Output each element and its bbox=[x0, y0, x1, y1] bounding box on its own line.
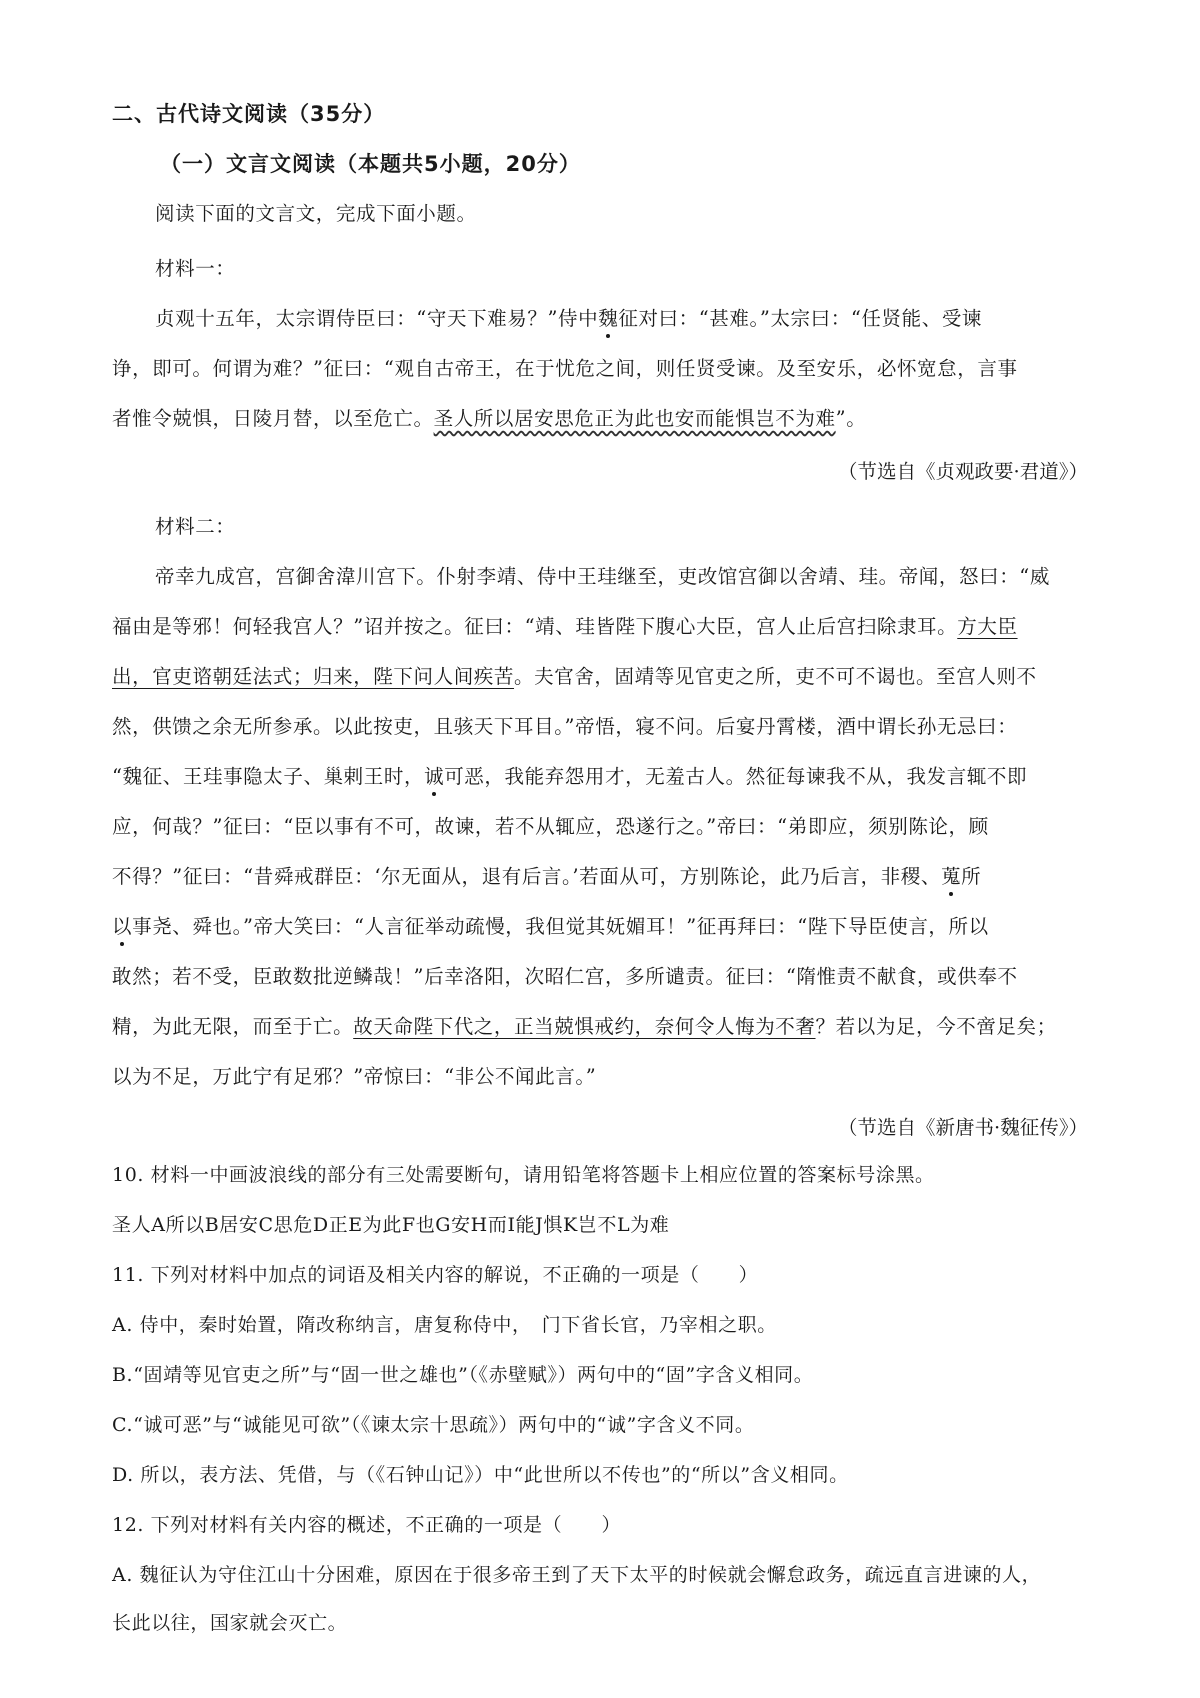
material2-line-8: 以事尧、舜也。”帝大笑曰：“人言征举动疏慢，我但觉其妩媚耳！”征再拜曰：“陛下导臣使言，所以 bbox=[112, 915, 989, 938]
question-12: 12. 下列对材料有关内容的概述，不正确的一项是（ ） bbox=[112, 1514, 622, 1536]
section-subtitle: （一）文言文阅读（本题共5小题，20分） bbox=[160, 152, 581, 176]
dotted-word: 以 bbox=[112, 915, 133, 938]
dotted-word: 蒐 bbox=[941, 865, 962, 888]
question-11-option-d: D. 所以，表方法、凭借，与（《石钟山记》）中“此世所以不传也”的“所以”含义相同。 bbox=[112, 1464, 849, 1486]
material2-line-4: 然，供馈之余无所参承。以此按吏，且骇天下耳目。”帝悟，寝不问。后宴丹霄楼，酒中谓长孙无忌曰： bbox=[112, 715, 1018, 738]
question-10-options: 圣人A所以B居安C思危D正E为此F也G安H而I能J惧K岂不L为难 bbox=[112, 1214, 670, 1236]
material1-line-3: 者惟令兢惧，日陵月替，以至危亡。圣人所以居安思危正为此也安而能惧岂不为难”。 bbox=[112, 407, 867, 430]
material1-source: （节选自《贞观政要·君道》） bbox=[838, 460, 1088, 483]
question-10: 10. 材料一中画波浪线的部分有三处需要断句，请用铅笔将答题卡上相应位置的答案标号涂黑。 bbox=[112, 1164, 935, 1186]
section-title: 二、古代诗文阅读（35分） bbox=[112, 102, 386, 126]
underlined-passage: 故天命陛下代之，正当兢惧戒约，奈何令人悔为不奢 bbox=[353, 1015, 816, 1038]
underlined-passage: 方大臣 bbox=[957, 615, 1018, 638]
dotted-word: 诚 bbox=[424, 765, 445, 788]
material2-line-3: 出，官吏谘朝廷法式；归来，陛下问人间疾苦。夫官舍，固靖等见官吏之所，吏不可不谒也。至宫人则不 bbox=[112, 665, 1037, 688]
material1-line-1: 贞观十五年，太宗谓侍臣曰：“守天下难易？”侍中魏征对曰：“甚难。”太宗曰：“任贤能、受谏 bbox=[155, 307, 983, 330]
material2-line-10: 精，为此无限，而至于亡。故天命陛下代之，正当兢惧戒约，奈何令人悔为不奢？若以为足，今不啻足矣； bbox=[112, 1015, 1057, 1038]
question-11: 11. 下列对材料中加点的词语及相关内容的解说，不正确的一项是（ ） bbox=[112, 1264, 759, 1286]
question-12-option-a: A. 魏征认为守住江山十分困难，原因在于很多帝王到了天下太平的时候就会懈怠政务，疏远直言进谏的人， bbox=[112, 1564, 1042, 1586]
material2-line-2: 福由是等邪！何轻我宫人？”诏并按之。征曰：“靖、珪皆陛下腹心大臣，宫人止后宫扫除隶耳。方大臣 bbox=[112, 615, 1018, 638]
material1-label: 材料一： bbox=[155, 257, 236, 280]
material2-line-11: 以为不足，万此宁有足邪？”帝惊曰：“非公不闻此言。” bbox=[112, 1065, 597, 1088]
material2-label: 材料二： bbox=[155, 515, 236, 538]
question-11-option-b: B.“固靖等见官吏之所”与“固一世之雄也”（《赤壁赋》）两句中的“固”字含义相同。 bbox=[112, 1364, 814, 1386]
wavy-underlined-passage: 圣人所以居安思危正为此也安而能惧岂不为难 bbox=[433, 407, 836, 430]
underlined-passage: 出，官吏谘朝廷法式；归来，陛下问人间疾苦 bbox=[112, 665, 515, 688]
question-12-option-a-cont: 长此以往，国家就会灭亡。 bbox=[112, 1612, 348, 1634]
material2-line-5: “魏征、王珪事隐太子、巢剌王时，诚可恶，我能弃怨用才，无羞古人。然征每谏我不从，我发言辄不即 bbox=[112, 765, 1028, 788]
material2-source: （节选自《新唐书·魏征传》） bbox=[838, 1116, 1088, 1139]
material2-line-9: 敢然；若不受，臣敢数批逆鳞哉！”后幸洛阳，次昭仁宫，多所谴责。征曰：“隋惟责不献食，或供奉不 bbox=[112, 965, 1018, 988]
instruction: 阅读下面的文言文，完成下面小题。 bbox=[155, 202, 477, 225]
material2-line-1: 帝幸九成宫，宫御舍湋川宫下。仆射李靖、侍中王珪继至，吏改馆宫御以舍靖、珪。帝闻，怒曰：“威 bbox=[155, 565, 1050, 588]
material1-line-2: 诤，即可。何谓为难？”征曰：“观自古帝王，在于忧危之间，则任贤受谏。及至安乐，必怀宽怠，言事 bbox=[112, 357, 1018, 380]
material2-line-7: 不得？”征曰：“昔舜戒群臣：‘尔无面从，退有后言。’若面从可，方别陈论，此乃后言，非稷、蒐所 bbox=[112, 865, 982, 888]
dotted-word: 魏 bbox=[598, 307, 619, 330]
question-11-option-a: A. 侍中，秦时始置，隋改称纳言，唐复称侍中， 门下省长官，乃宰相之职。 bbox=[112, 1314, 777, 1336]
material2-line-6: 应，何哉？”征曰：“臣以事有不可，故谏，若不从辄应，恐遂行之。”帝曰：“弟即应，须别陈论，顾 bbox=[112, 815, 989, 838]
question-11-option-c: C.“诚可恶”与“诚能见可欲”（《谏太宗十思疏》）两句中的“诚”字含义不同。 bbox=[112, 1414, 755, 1436]
